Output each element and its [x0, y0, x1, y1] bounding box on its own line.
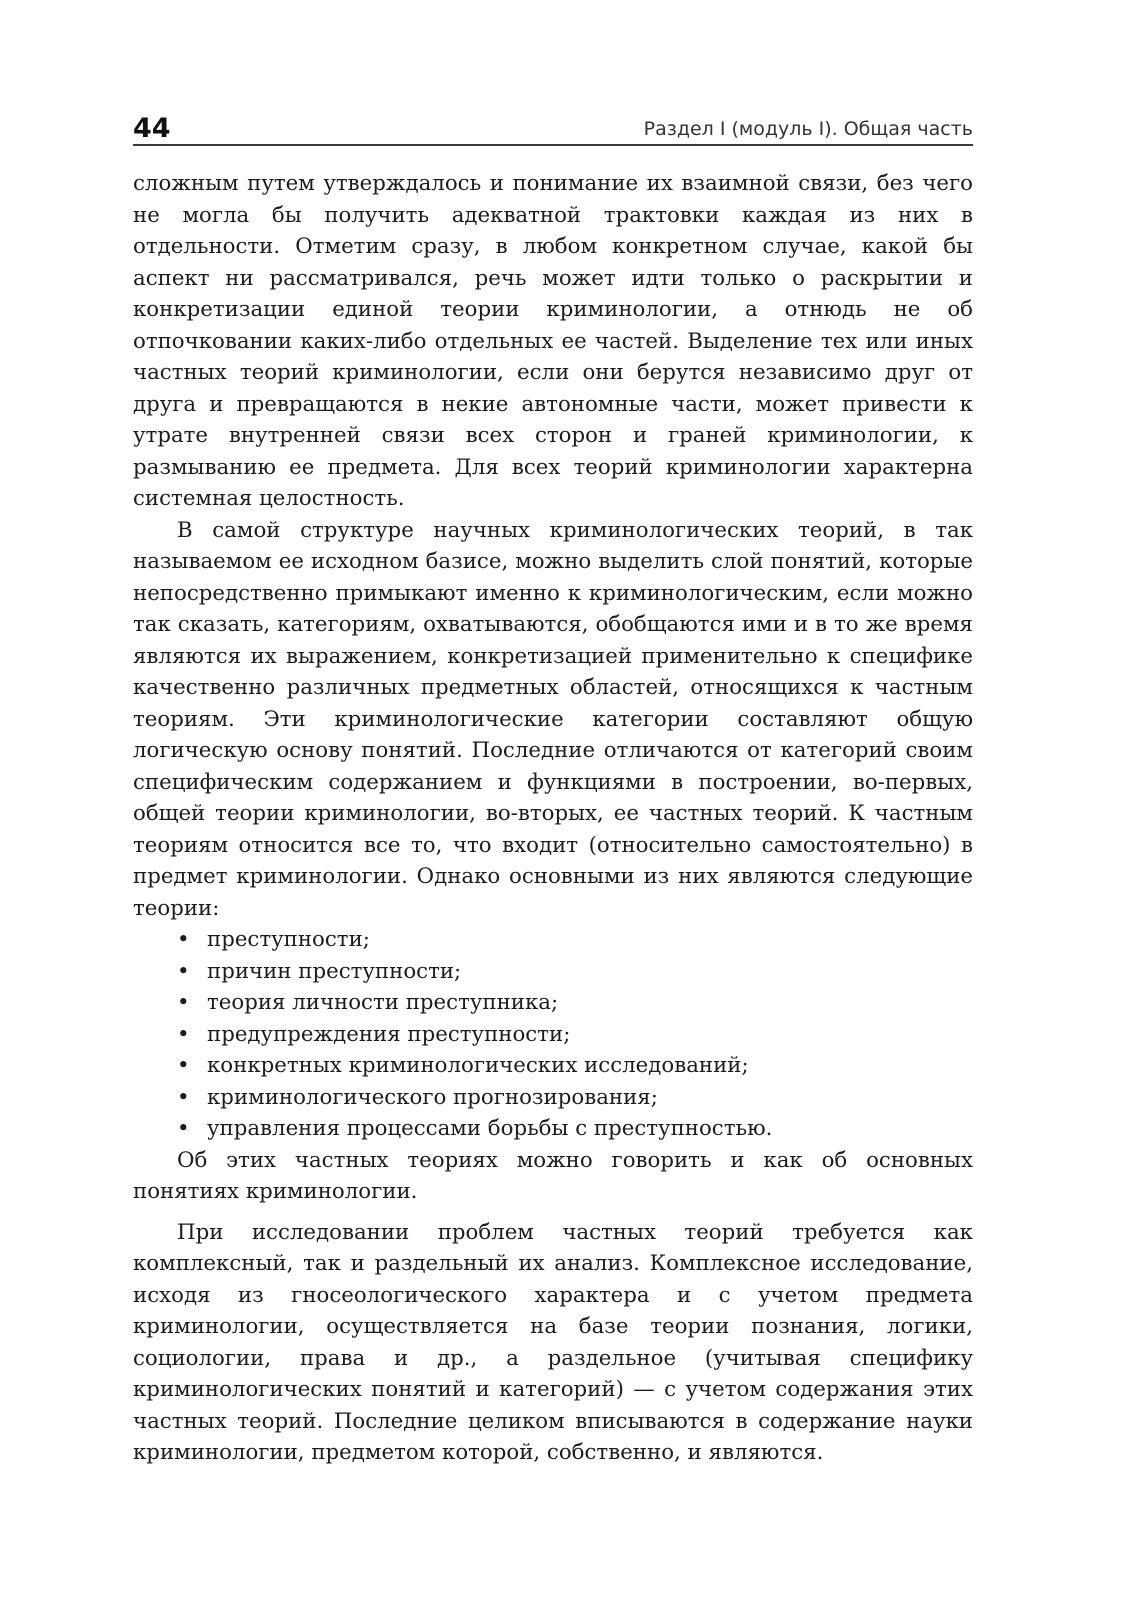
- running-title: Раздел I (модуль I). Общая часть: [643, 118, 973, 140]
- list-item: • причин преступности;: [177, 956, 973, 988]
- paragraph-continuation: сложным путем утверждалось и понимание их взаимной связи, без чего не могла бы получить адекватной трактовки каждая из них в отдельности. Отметим сразу, в любом конкретном случае, какой бы аспект ни рассматривался, речь может идти только о раскрытии и конкретизации единой теории криминологии, а отнюдь не об отпочковании каких-либо отдельных ее частей. Выделение тех или иных частных теорий криминологии, если они берутся независимо друг от друга и превращаются в некие автономные части, может привести к утрате внутренней связи всех сторон и граней криминологии, к размыванию ее предмета. Для всех теорий криминологии характерна системная целостность.: [133, 171, 973, 511]
- bullet-icon: •: [177, 1021, 190, 1047]
- paragraph-basic-concepts: Об этих частных теориях можно говорить и как об основных понятиях криминологии.: [133, 1147, 973, 1204]
- bullet-icon: •: [177, 1084, 190, 1110]
- page-number: 44: [133, 113, 171, 144]
- bullet-icon: •: [177, 990, 190, 1015]
- theories-list: [133, 924, 973, 1145]
- list-item: • конкретных криминологических исследований;: [177, 1050, 973, 1082]
- page-body: [133, 168, 973, 1469]
- paragraph-theory-structure: В самой структуре научных криминологических теорий, в так называемом ее исходном базисе, можно выделить слой понятий, которые непосредственно примыкают именно к криминологическим, если можно так сказать, категориям, охватываются, обобщаются ими и в то же время являются их выражением, конкретизацией применительно к специфике качественно различных предметных областей, относящихся к частным теориям. Эти криминологические категории составляют общую логическую основу понятий. Последние отличаются от категорий своим специфическим содержанием и функциями в построении, во-первых, общей теории криминологии, во-вторых, ее частных теорий. К частным теориям относится все то, что входит (относительно самостоятельно) в предмет криминологии. Однако основными из них являются следующие теории:: [133, 517, 973, 921]
- book-page: [133, 108, 973, 1469]
- list-item: • управления процессами борьбы с преступностью.: [177, 1113, 973, 1145]
- page-header: [133, 108, 973, 146]
- list-item: • предупреждения преступности;: [177, 1019, 973, 1051]
- list-item: • теория личности преступника;: [177, 987, 973, 1019]
- bullet-icon: •: [177, 1053, 190, 1078]
- paragraph-analysis: При исследовании проблем частных теорий требуется как комплексный, так и раздельный их анализ. Комплексное исследование, исходя из гносеологического характера и с учетом предмета криминологии, осуществляется на базе теории познания, логики, социологии, права и др., а раздельное (учитывая специфику криминологических понятий и категорий) — с учетом содержания этих частных теорий. Последние целиком вписываются в содержание науки криминологии, предметом которой, собственно, и являются.: [133, 1219, 973, 1465]
- list-item: • криминологического прогнозирования;: [177, 1082, 973, 1114]
- bullet-icon: •: [177, 1116, 190, 1141]
- list-item: • преступности;: [177, 924, 973, 956]
- bullet-icon: •: [177, 927, 190, 952]
- bullet-icon: •: [177, 958, 190, 984]
